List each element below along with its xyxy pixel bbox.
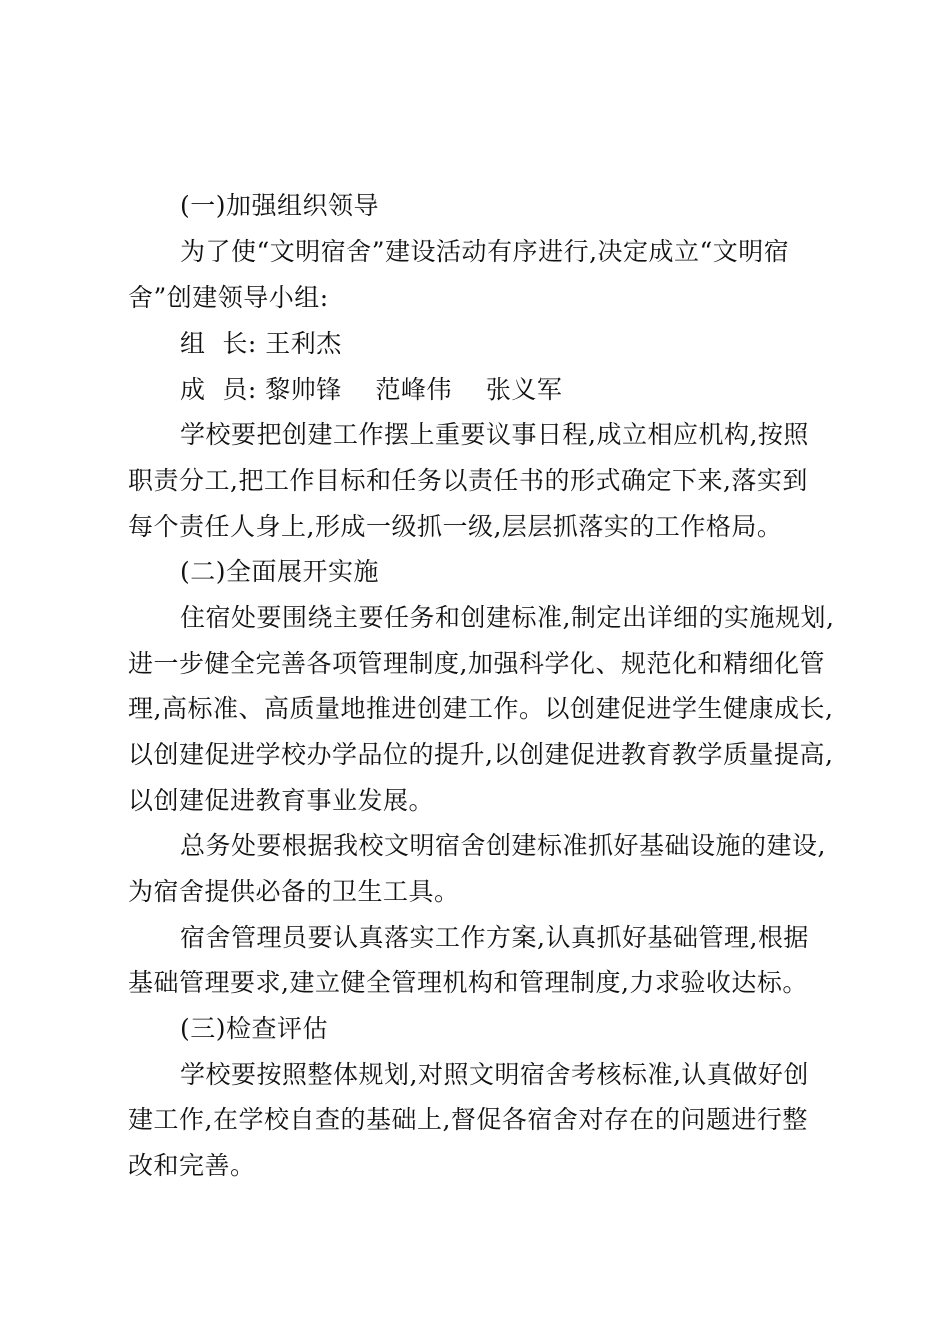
paragraph-1-line-2: 舍”创建领导小组: [128,283,329,312]
section-heading-2: (二)全面展开实施 [180,557,380,586]
paragraph-6-line-3: 改和完善。 [128,1151,256,1180]
paragraph-5-line-1: 宿舍管理员要认真落实工作方案,认真抓好基础管理,根据 [180,923,809,952]
paragraph-3-line-5: 以创建促进教育事业发展。 [128,786,435,815]
section-heading-1: (一)加强组织领导 [180,191,380,220]
paragraph-6-line-2: 建工作,在学校自查的基础上,督促各宿舍对存在的问题进行整 [128,1105,808,1134]
paragraph-5-line-2: 基础管理要求,建立健全管理机构和管理制度,力求验收达标。 [128,968,808,997]
paragraph-3-line-1: 住宿处要围绕主要任务和创建标准,制定出详细的实施规划, [180,603,835,632]
leader-line: 组 长: 王利杰 [180,329,342,358]
paragraph-2-line-1: 学校要把创建工作摆上重要议事日程,成立相应机构,按照 [180,420,809,449]
paragraph-6-line-1: 学校要按照整体规划,对照文明宿舍考核标准,认真做好创 [180,1060,809,1089]
section-heading-3: (三)检查评估 [180,1014,329,1043]
paragraph-3-line-4: 以创建促进学校办学品位的提升,以创建促进教育教学质量提高, [128,740,834,769]
paragraph-3-line-2: 进一步健全完善各项管理制度,加强科学化、规范化和精细化管 [128,649,825,678]
paragraph-3-line-3: 理,高标准、高质量地推进创建工作。以创建促进学生健康成长, [128,694,834,723]
paragraph-1-line-1: 为了使“文明宿舍”建设活动有序进行,决定成立“文明宿 [180,237,790,266]
members-line: 成 员: 黎帅锋 范峰伟 张义军 [180,375,563,404]
paragraph-2-line-3: 每个责任人身上,形成一级抓一级,层层抓落实的工作格局。 [128,512,783,541]
paragraph-4-line-2: 为宿舍提供必备的卫生工具。 [128,877,460,906]
paragraph-4-line-1: 总务处要根据我校文明宿舍创建标准抓好基础设施的建设, [180,831,826,860]
paragraph-2-line-2: 职责分工,把工作目标和任务以责任书的形式确定下来,落实到 [128,466,808,495]
